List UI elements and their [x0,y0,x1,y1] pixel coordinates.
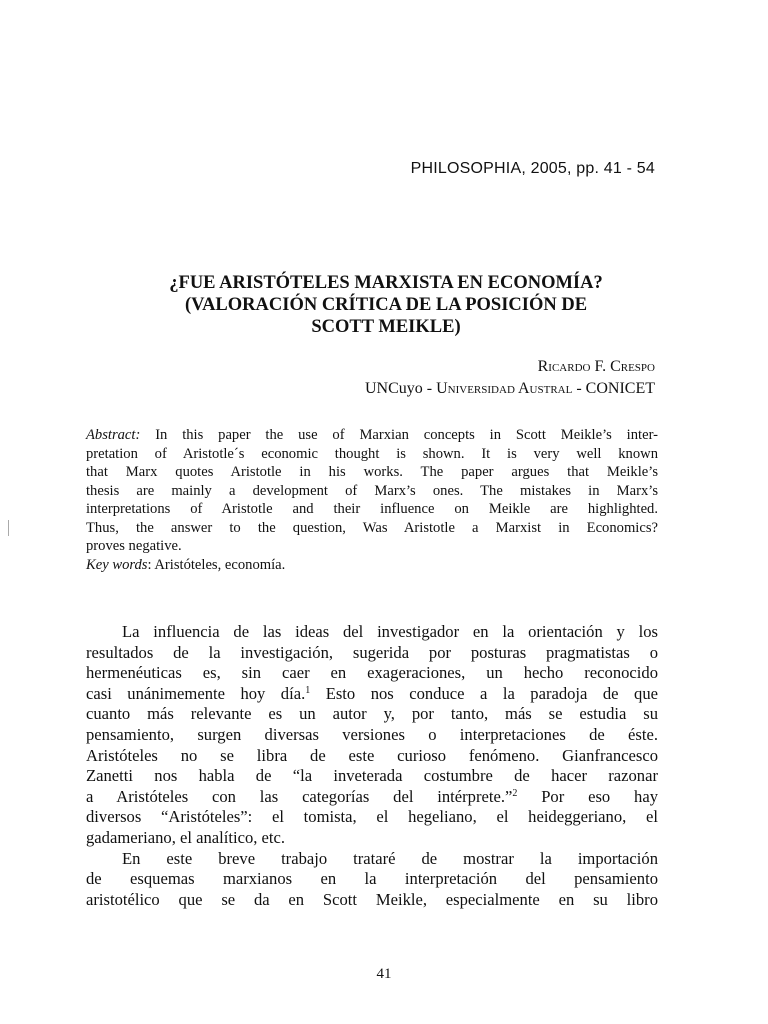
affiliation-separator: - [422,380,437,397]
paragraph-line: La influencia de las ideas del investigador en la orientación y los [122,622,658,641]
abstract-line: pretation of Aristotle´s economic thought is shown. It is very well known [86,445,658,462]
paragraph-line: diversos “Aristóteles”: el tomista, el hegeliano, el heideggeriano, el [86,807,658,827]
paragraph-line: En este breve trabajo trataré de mostrar la importación [122,848,658,868]
paragraph-line: hermenéuticas es, sin caer en exageraciones, un hecho reconocido [86,663,658,683]
abstract-line: Thus, the answer to the question, Was Aristotle a Marxist in Economics? [86,519,658,536]
paragraph-line: Zanetti nos habla de “la inveterada costumbre de hacer razonar [86,766,658,786]
paragraph-line: gadameriano, el analítico, etc. [86,827,286,847]
title-line-2: (VALORACIÓN CRÍTICA DE LA POSICIÓN DE [184,295,588,315]
keywords-text: : Aristóteles, economía. [147,556,286,573]
abstract-label: Abstract: [86,427,141,443]
footnote-ref-2[interactable]: 2 [512,787,518,799]
paragraph-line: aristotélico que se da en Scott Meikle, especialmente en su libro [86,889,658,909]
page-number: 41 [376,966,392,982]
abstract-line: thesis are mainly a development of Marx’s ones. The mistakes in Marx’s [86,482,658,499]
affiliation-separator: - [572,380,586,397]
abstract-line: proves negative. [86,538,182,554]
title-line-3: SCOTT MEIKLE) [311,317,461,337]
paragraph-line [86,787,658,808]
running-head: PHILOSOPHIA, 2005, pp. 41 - 54 [410,160,655,177]
paragraph-line: de esquemas marxianos en la interpretación del pensamiento [86,869,658,889]
footnote-ref-1[interactable]: 1 [305,684,311,696]
abstract-text: In this paper the use of Marxian concepts in Scott Meikle’s inter- [140,427,658,443]
scan-artifact [8,520,9,536]
abstract [86,426,658,574]
keywords [86,556,658,575]
keywords-label: Key words [86,556,148,573]
affiliation-austral: Universidad Austral [436,380,573,397]
paragraph-text: casi unánimemente hoy día. [86,683,306,703]
paragraph-text: Esto nos conduce a la paradoja de que [310,683,658,703]
paragraph-line: cuanto más relevante es un autor y, por tanto, más se estudia su [86,704,658,724]
paragraph-line: pensamiento, surgen diversas versiones o interpretaciones de éste. [86,724,658,744]
paragraph-text: a Aristóteles con las categorías del intérprete.” [86,786,513,806]
paragraph-line [86,684,658,705]
author-affiliation [365,380,655,398]
abstract-line [86,426,658,445]
article-title [96,272,676,338]
title-line-1: ¿FUE ARISTÓTELES MARXISTA EN ECONOMÍA? [169,273,603,293]
paragraph-text: Por eso hay [517,786,658,806]
abstract-line: interpretations of Aristotle and their influence on Meikle are highlighted. [86,501,658,517]
paragraph-line: resultados de la investigación, sugerida por posturas pragmatistas o [86,642,658,662]
body-text [86,622,658,910]
affiliation-conicet: CONICET [585,380,655,397]
paragraph-line: Aristóteles no se libra de este curioso fenómeno. Gianfrancesco [86,745,658,765]
abstract-line: that Marx quotes Aristotle in his works. The paper argues that Meikle’s [86,464,658,480]
author-name: Ricardo F. Crespo [537,358,655,375]
affiliation-uncuyo: UNCuyo [365,380,423,397]
